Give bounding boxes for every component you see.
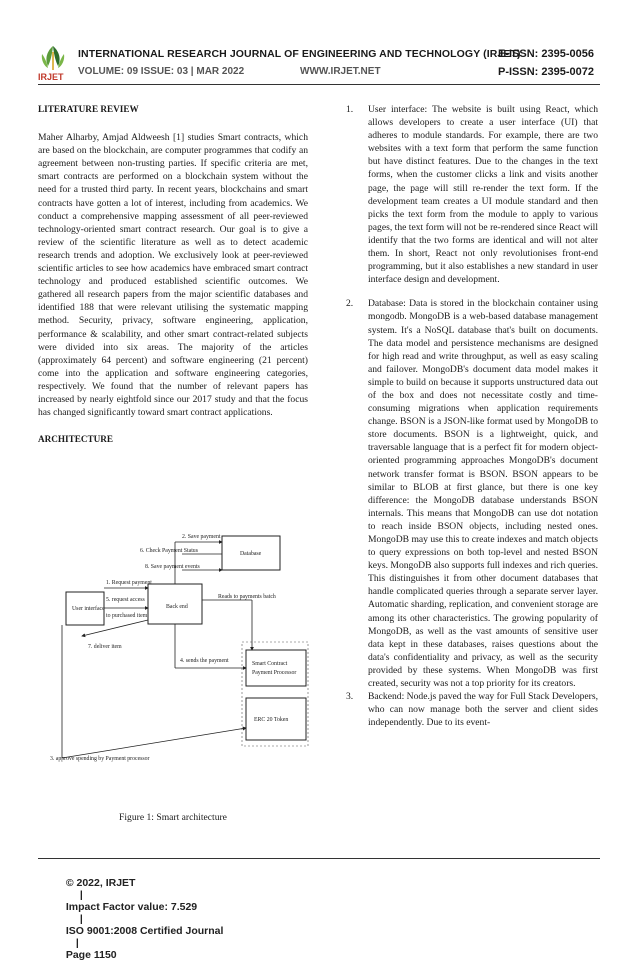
website-link[interactable]: WWW.IRJET.NET: [300, 66, 381, 77]
database-label: Database: [240, 551, 262, 557]
footer-page: Page 1150: [65, 949, 117, 961]
architecture-diagram: [42, 522, 310, 772]
backend-label: Back end: [166, 604, 188, 610]
journal-logo: [36, 42, 70, 84]
label-reads-batch: Reads to payments batch: [218, 594, 276, 600]
footer-copyright: © 2022, IRJET: [65, 877, 136, 889]
p-issn: P-ISSN: 2395-0072: [498, 66, 594, 78]
label-save-payment: 2. Save payment: [182, 534, 221, 540]
logo-text: IRJET: [38, 72, 64, 82]
label-approve: 3. approve spending by Payment processor: [50, 756, 150, 762]
list-number: 3.: [346, 691, 354, 703]
e-issn: E-ISSN: 2395-0056: [498, 48, 594, 60]
arrow-approve-h: [62, 728, 246, 758]
label-check-status: 6. Check Payment Status: [140, 548, 198, 554]
footer-divider: [38, 858, 600, 859]
list-text: Backend: Node.js paved the way for Full Stack Developers, who can now manage both the server and client sides independently. Due to its event-: [368, 691, 598, 729]
list-item-database: [346, 297, 598, 690]
footer-iso: ISO 9001:2008 Certified Journal: [65, 925, 224, 937]
smart-contract-label: Smart Contract: [252, 661, 288, 667]
list-text: User interface: The website is built using React, which allows developers to create a user interface (UI) that adheres to module standards. For example, there are two websites with a text form that perform the same function but have distinct features. Due to the changes in the text forms, when the customer clicks a link and visits another page, the page will still re-render the text form. If the development team creates a UI module standard and then picks the text form from the module to apply to various pages, the text form will not be re-rendered since React will identify that the two forms are identical and will not alter them. In short, React not only revolutionises front-end programming, but it also establishes a new standard in user interface design and development.: [368, 104, 598, 286]
footer: © 2022, IRJET | Impact Factor value: 7.529 | ISO 9001:2008 Certified Journal | Page 1150: [65, 877, 224, 961]
erc20-label: ERC 20 Token: [254, 717, 289, 723]
figure-caption: Figure 1: Smart architecture: [119, 812, 227, 823]
journal-title: INTERNATIONAL RESEARCH JOURNAL OF ENGINEERING AND TECHNOLOGY (IRJET): [78, 48, 521, 60]
architecture-heading: ARCHITECTURE: [38, 434, 114, 445]
label-deliver-item: 7. deliver item: [88, 644, 122, 650]
list-number: 2.: [346, 298, 354, 310]
right-column: [346, 103, 598, 729]
label-request-access: 5. request access: [106, 597, 145, 603]
volume-issue: VOLUME: 09 ISSUE: 03 | MAR 2022: [78, 66, 245, 77]
list-text: Database: Data is stored in the blockchain container using mongodb. MongoDB is a web-based database management system. It's a NoSQL database that's built on documents. The data model and persistence mechanisms are designed for high read and write throughput, as well as easy scaling and failover. MongoDB's document data model makes it simple to build on because it supports unstructured data out of the box and does not necessitate costly and time-consuming migrations when application requirements change. BSON is a JSON-like format used by MongoDB to store documents. BSON is a lightweight, quick, and traversable language that is a perfect fit for modern object-oriented programming approaches MongoDB's document network transfer format is BSON. BSON appears to be similar to BLOB at first glance, but there is one key difference: the MongoDB database understands BSON internals. This means that MongoDB can use dot notation to reach inside BSON objects, including nested ones. MongoDB may use this to create indexes and match objects to query expressions on both top-level and nested BSON keys. MongoDB also supports full indexes and rich queries. This distinguishes it from other document databases that handle complicated queries through a separate server layer. Automatic sharding, replication, and convenient storage are among its other characteristics. The growing popularity of MongoDB, as well as the vast amounts of sensitive user data kept in these databases, raises questions about the data's confidentiality and privacy, as well as the security provided by these systems. When MongoDB was first created, security was not a top priority for its creators.: [368, 298, 598, 690]
header-divider: [38, 84, 600, 85]
literature-paragraph: Maher Alharby, Amjad Aldweesh [1] studies Smart contracts, which are based on the blockchain, are computer programmes that codify an agreement between non-trusting parties. If specific criteria are met, smart contracts are performed on a blockchain system without the need for a trusted third party. In recent years, blockchains and smart contracts have gotten a lot of interest, including from academics. We conduct a comprehensive mapping assessment of all peer-reviewed technology-oriented smart contract research. Our goal is to give a review of the scientific literature as well as to detect academic research trends and adoption. We exclusively look at peer-reviewed scientific articles to see how academics have embraced smart contract technology and produced established scientific outcomes. We gathered all research papers from the major scientific databases and identified 188 that were relevant utilising the systematic mapping method. Security, privacy, software engineering, application, performance & scalability, and other smart contract-related subjects were divided into six areas. The majority of the articles (approximately 64 percent) and software engineering (21 percent) come into the application and software engineering categories, respectively. We found that the number of relevant papers has increased by nearly eightfold since our 2017 study and that the focus has changed significantly toward smart contract applications.: [38, 132, 308, 419]
label-sends-payment: 4. sends the payment: [180, 658, 229, 664]
footer-impact: Impact Factor value: 7.529: [65, 901, 198, 913]
payment-processor-label: Payment Processor: [252, 670, 297, 676]
literature-heading: LITERATURE REVIEW: [38, 104, 139, 114]
user-interface-label: User interface: [72, 606, 105, 612]
smart-contract-box: [246, 650, 306, 686]
label-purchased-item: to purchased item: [106, 613, 148, 619]
label-request-payment: 1. Request payment: [106, 580, 152, 586]
list-number: 1.: [346, 104, 354, 115]
list-item-user-interface: [346, 103, 598, 286]
left-column: [38, 103, 308, 461]
list-item-backend: [346, 690, 598, 729]
label-save-events: 8. Save payment events: [145, 564, 200, 570]
